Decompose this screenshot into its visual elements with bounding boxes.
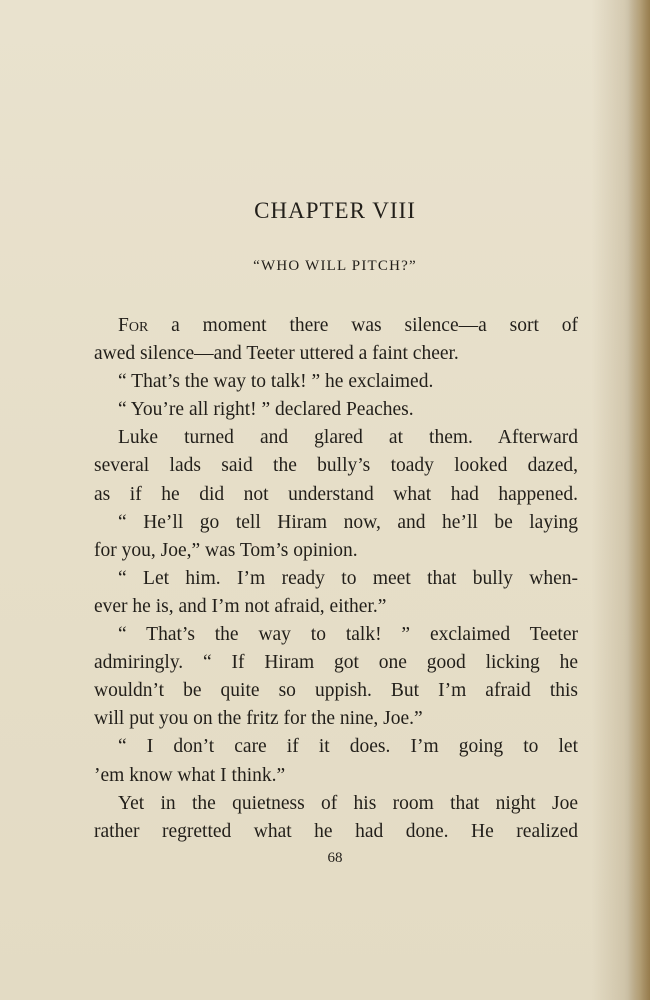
- text-line: will put you on the fritz for the nine, Joe.”: [94, 708, 423, 730]
- text-line: “ Let him. I’m ready to meet that bully when-: [118, 567, 578, 589]
- text-line: “ That’s the way to talk! ” exclaimed Teeter: [118, 624, 578, 646]
- text-line: “ You’re all right! ” declared Peaches.: [118, 399, 414, 421]
- text-line: for you, Joe,” was Tom’s opinion.: [94, 539, 358, 561]
- opening-word: For: [118, 315, 149, 336]
- text-line: rather regretted what he had done. He realized: [94, 820, 578, 842]
- page-number: 68: [327, 850, 343, 866]
- text-line: “ I don’t care if it does. I’m going to let: [118, 736, 578, 758]
- text-line: ever he is, and I’m not afraid, either.”: [94, 595, 387, 617]
- chapter-subtitle: “WHO WILL PITCH?”: [253, 258, 417, 274]
- text-line: awed silence—and Teeter uttered a faint cheer.: [94, 343, 459, 365]
- text-line: “ That’s the way to talk! ” he exclaimed.: [118, 371, 434, 393]
- text-line-content: a moment there was silence—a sort of: [148, 315, 578, 336]
- text-line: several lads said the bully’s toady looked dazed,: [94, 455, 578, 477]
- text-line: Luke turned and glared at them. Afterward: [118, 427, 578, 449]
- chapter-title: CHAPTER VIII: [254, 198, 416, 223]
- text-line: as if he did not understand what had happened.: [94, 483, 578, 505]
- body-text: [94, 312, 578, 846]
- text-line: wouldn’t be quite so uppish. But I’m afraid this: [94, 680, 578, 702]
- text-line: ’em know what I think.”: [94, 764, 286, 786]
- text-line: “ He’ll go tell Hiram now, and he’ll be laying: [118, 511, 578, 533]
- text-line: Yet in the quietness of his room that night Joe: [118, 792, 578, 814]
- text-line: admiringly. “ If Hiram got one good licking he: [94, 652, 578, 674]
- text-line: [94, 312, 578, 340]
